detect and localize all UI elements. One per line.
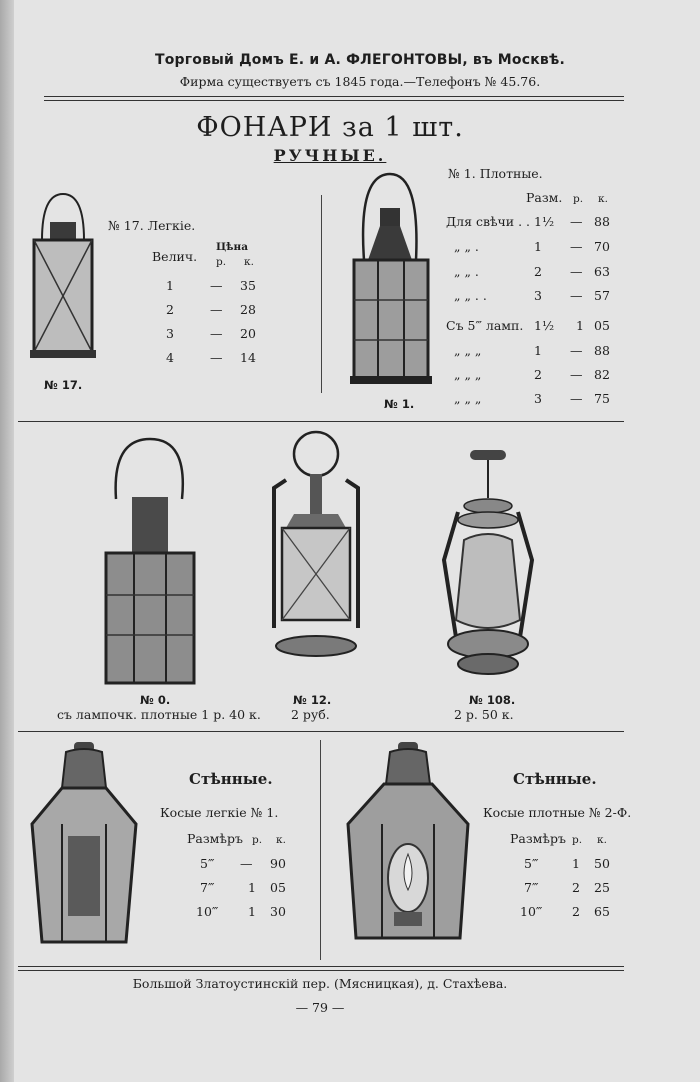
- no1-col-size: Разм.: [526, 190, 563, 205]
- no0-desc: съ лампочк. плотные 1 р. 40 к.: [57, 707, 261, 722]
- no108-caption: № 108.: [469, 693, 516, 707]
- size: 7‴: [200, 880, 215, 895]
- header-rule-top: [44, 96, 624, 97]
- rubles: 2: [572, 904, 580, 919]
- kopecks: 14: [240, 350, 256, 365]
- bottom-divider: [320, 740, 321, 960]
- size: 10‴: [520, 904, 543, 919]
- rubles: 1: [572, 856, 580, 871]
- wall-right-heading: Стѣнные.: [513, 770, 597, 788]
- kopecks: 90: [270, 856, 286, 871]
- rubles: —: [570, 391, 583, 406]
- kopecks: 25: [594, 880, 610, 895]
- size: 1: [166, 278, 174, 293]
- size: 2: [534, 264, 542, 279]
- header-rule-bottom: [44, 100, 624, 101]
- rubles: —: [570, 214, 583, 229]
- size: 7‴: [524, 880, 539, 895]
- kopecks: 20: [240, 326, 256, 341]
- size: 10‴: [196, 904, 219, 919]
- kopecks: 05: [594, 318, 610, 333]
- no17-heading: № 17. Легкіе.: [108, 218, 196, 233]
- page-title: ФОНАРИ за 1 шт.: [196, 112, 464, 143]
- rubles: —: [570, 264, 583, 279]
- kopecks: 57: [594, 288, 610, 303]
- kopecks: 70: [594, 239, 610, 254]
- size: 3: [534, 288, 542, 303]
- lantern-no12-illustration: [268, 428, 364, 660]
- label: „ „ „: [454, 391, 482, 406]
- no17-col-size: Велич.: [152, 249, 198, 264]
- no1-heading: № 1. Плотные.: [448, 166, 543, 181]
- rubles: —: [210, 302, 223, 317]
- label: „ „ . .: [454, 288, 487, 303]
- rubles: —: [570, 239, 583, 254]
- no1-caption: № 1.: [384, 397, 415, 411]
- wall-lantern-left-illustration: [28, 742, 140, 948]
- rubles: —: [570, 288, 583, 303]
- rubles: —: [570, 343, 583, 358]
- size: 3: [166, 326, 174, 341]
- size: 5‴: [524, 856, 539, 871]
- label: „ „ „: [454, 367, 482, 382]
- size: 2: [534, 367, 542, 382]
- rubles: —: [210, 278, 223, 293]
- page-number: — 79 —: [295, 1000, 345, 1015]
- lantern-no108-illustration: [436, 450, 540, 682]
- header-firm: Торговый Домъ Е. и А. ФЛЕГОНТОВЫ, въ Москвѣ.: [154, 52, 566, 68]
- no1-col-r: р.: [573, 193, 584, 205]
- kopecks: 28: [240, 302, 256, 317]
- size: 5‴: [200, 856, 215, 871]
- no17-caption: № 17.: [44, 378, 83, 392]
- wall-left-sub: Косые легкіе № 1.: [160, 805, 279, 820]
- lantern-no1-illustration: [348, 170, 434, 385]
- rubles: 1: [248, 904, 256, 919]
- header-info: Фирма существуетъ съ 1845 года.—Телефонъ № 45.76.: [179, 74, 541, 89]
- footer-rule-top: [18, 966, 624, 967]
- no17-col-k: к.: [244, 256, 254, 268]
- section-rule-2: [18, 731, 624, 732]
- no17-col-price: Цѣна: [216, 241, 249, 253]
- size: 4: [166, 350, 174, 365]
- wall-left-col-r: р.: [252, 834, 263, 846]
- kopecks: 35: [240, 278, 256, 293]
- size: 1½: [534, 214, 555, 229]
- label: „ „ „: [454, 343, 482, 358]
- no0-caption: № 0.: [140, 693, 171, 707]
- rubles: 1: [576, 318, 584, 333]
- wall-right-sub: Косые плотные № 2-Ф.: [483, 805, 632, 820]
- kopecks: 50: [594, 856, 610, 871]
- size: 1: [534, 343, 542, 358]
- wall-right-col-r: р.: [572, 834, 583, 846]
- page-subtitle: РУЧНЫЕ.: [273, 146, 387, 165]
- kopecks: 30: [270, 904, 286, 919]
- rubles: 2: [572, 880, 580, 895]
- top-divider: [321, 195, 322, 393]
- lantern-no17-illustration: [28, 190, 98, 365]
- kopecks: 63: [594, 264, 610, 279]
- label: Для свѣчи . .: [446, 214, 531, 229]
- kopecks: 75: [594, 391, 610, 406]
- wall-lantern-right-illustration: [344, 742, 472, 942]
- size: 1: [534, 239, 542, 254]
- rubles: —: [210, 350, 223, 365]
- size: 1½: [534, 318, 555, 333]
- section-rule-1: [18, 421, 624, 422]
- label: Съ 5‴ ламп.: [446, 318, 524, 333]
- no12-caption: № 12.: [293, 693, 332, 707]
- size: 3: [534, 391, 542, 406]
- wall-right-col-size: Размѣръ: [510, 831, 566, 846]
- footer-address: Большой Златоустинскій пер. (Мясницкая), д. Стахѣева.: [132, 976, 508, 991]
- footer-rule-bottom: [18, 970, 624, 971]
- kopecks: 88: [594, 214, 610, 229]
- label: „ „ .: [454, 264, 479, 279]
- rubles: —: [240, 856, 253, 871]
- rubles: —: [210, 326, 223, 341]
- lantern-no0-illustration: [104, 435, 196, 687]
- wall-right-col-k: к.: [597, 834, 607, 846]
- rubles: 1: [248, 880, 256, 895]
- kopecks: 82: [594, 367, 610, 382]
- size: 2: [166, 302, 174, 317]
- no17-col-r: р.: [216, 256, 227, 268]
- no108-desc: 2 р. 50 к.: [454, 707, 514, 722]
- no12-desc: 2 руб.: [291, 707, 330, 722]
- label: „ „ .: [454, 239, 479, 254]
- wall-left-heading: Стѣнные.: [189, 770, 273, 788]
- kopecks: 65: [594, 904, 610, 919]
- kopecks: 88: [594, 343, 610, 358]
- rubles: —: [570, 367, 583, 382]
- book-binding: [0, 0, 14, 1082]
- wall-left-col-k: к.: [276, 834, 286, 846]
- no1-col-k: к.: [598, 193, 608, 205]
- wall-left-col-size: Размѣръ: [187, 831, 243, 846]
- kopecks: 05: [270, 880, 286, 895]
